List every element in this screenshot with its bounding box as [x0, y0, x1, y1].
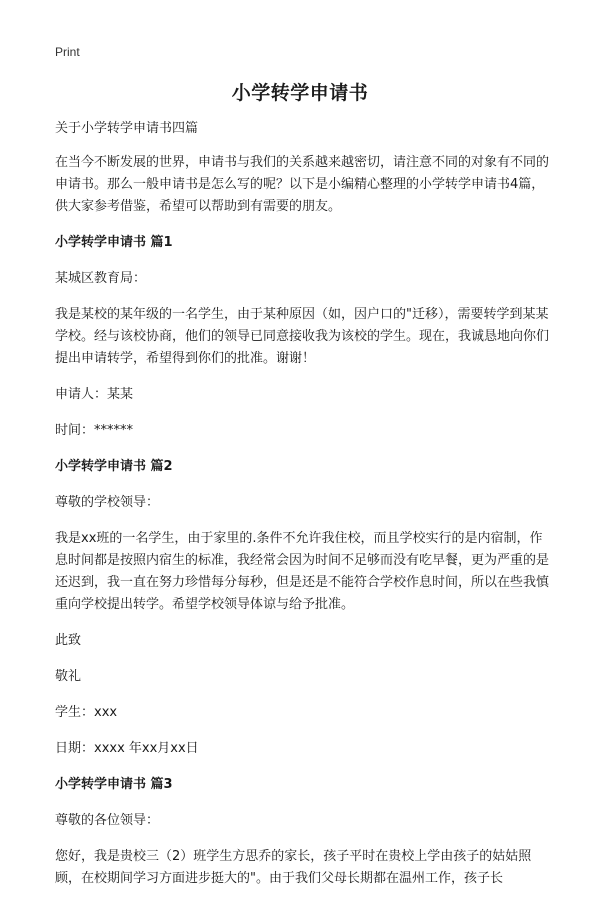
section-2-closing-2: 敬礼	[55, 669, 82, 684]
intro-paragraph: 在当今不断发展的世界，申请书与我们的关系越来越密切，请注意不同的对象有不同的申请书。那么一般申请书是怎么写的呢？以下是小编精心整理的小学转学申请书4篇，供大家参考借鉴，希望可以帮助到有需要的朋友。	[55, 155, 550, 214]
section-2-closing-1: 此致	[55, 633, 82, 648]
section-1-applicant: 申请人：某某	[55, 387, 134, 402]
section-2-student: 学生：xxx	[55, 705, 118, 720]
print-link[interactable]: Print	[55, 45, 80, 59]
section-1-heading: 小学转学申请书 篇1	[55, 235, 173, 250]
section-1-salutation: 某城区教育局：	[55, 271, 147, 286]
section-2-salutation: 尊敬的学校领导：	[55, 495, 160, 510]
section-1-time: 时间：******	[55, 423, 134, 438]
document-subtitle: 关于小学转学申请书四篇	[55, 121, 199, 136]
section-1-body: 我是某校的某年级的一名学生，由于某种原因（如，因户口的"迁移），需要转学到某某学校。经与该校协商，他们的领导已同意接收我为该校的学生。现在，我诚恳地向你们提出申请转学，希望得到你们的批准。谢谢！	[55, 307, 550, 366]
section-3-heading: 小学转学申请书 篇3	[55, 777, 173, 792]
document-title: 小学转学申请书	[231, 82, 369, 104]
section-3-body: 您好，我是贵校三（2）班学生方思乔的家长，孩子平时在贵校上学由孩子的姑姑照顾，在校期间学习方面进步挺大的"。由于我们父母长期都在温州工作，孩子长	[55, 849, 532, 886]
section-3-salutation: 尊敬的各位领导：	[55, 813, 160, 828]
section-2-body: 我是xx班的一名学生，由于家里的.条件不允许我住校，而且学校实行的是内宿制，作息时间都是按照内宿生的标准，我经常会因为时间不足够而没有吃早餐，更为严重的是还迟到，我一直在努力珍惜每分每秒，但是还是不能符合学校作息时间，所以在些我慎重向学校提出转学。希望学校领导体谅与给予批准。	[55, 531, 550, 612]
section-2-heading: 小学转学申请书 篇2	[55, 459, 173, 474]
document-body	[55, 118, 550, 904]
section-2-date: 日期：xxxx 年xx月xx日	[55, 741, 199, 756]
